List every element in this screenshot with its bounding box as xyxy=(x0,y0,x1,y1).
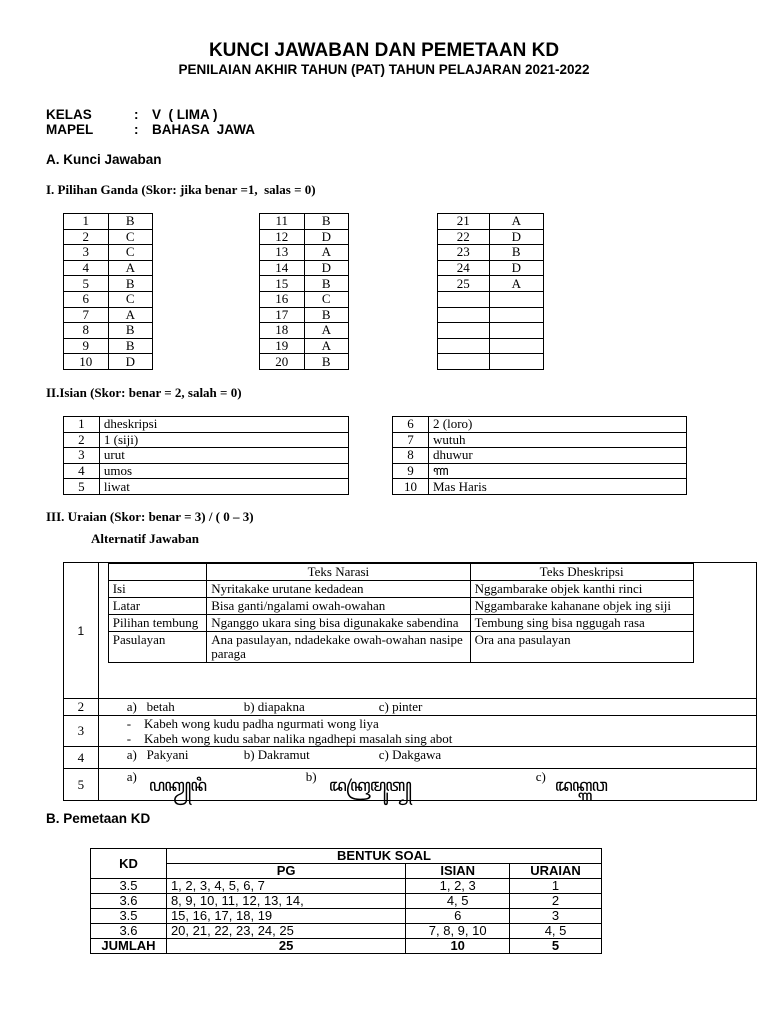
mapel-label: MAPEL xyxy=(46,122,94,137)
uraian-no-5: 5 xyxy=(64,769,99,801)
info-block xyxy=(46,107,256,137)
pg-answer: A xyxy=(304,338,348,354)
pg-number: 7 xyxy=(64,307,109,323)
uraian-header: URAIAN xyxy=(510,864,602,879)
pg-row xyxy=(260,354,349,370)
uraian-no-3: 3 xyxy=(64,716,99,747)
isian-row xyxy=(64,448,349,464)
isian-row xyxy=(393,463,687,479)
pg-row xyxy=(438,229,544,245)
pg-row xyxy=(64,338,153,354)
inner-cell: Nggambarake objek kanthi rinci xyxy=(470,581,693,598)
section-b-heading: B. Pemetaan KD xyxy=(46,811,151,826)
isian-answer: dhuwur xyxy=(429,448,687,464)
isian-answer: Mas Haris xyxy=(429,479,687,495)
uraian-subheading: Alternatif Jawaban xyxy=(91,531,199,546)
inner-cell: Bisa ganti/ngalami owah-owahan xyxy=(207,598,470,615)
mapel-value: BAHASA JAWA xyxy=(152,122,256,137)
q5-b-javanese: ꦢꦏꦿꦩꦸꦠ꧀ xyxy=(328,776,411,796)
kd-row xyxy=(91,924,602,939)
section-a-heading: A. Kunci Jawaban xyxy=(46,152,162,167)
q4-b: b) Dakramut xyxy=(243,747,310,762)
pg-answer: C xyxy=(108,229,152,245)
inner-row xyxy=(108,632,693,663)
isian-heading: II.Isian (Skor: benar = 2, salah = 0) xyxy=(46,385,242,400)
pg-number xyxy=(438,354,490,370)
isian-answer: urut xyxy=(99,448,348,464)
pg-row xyxy=(438,276,544,292)
pg-row xyxy=(438,338,544,354)
inner-header-row xyxy=(108,564,693,581)
pg-answer: A xyxy=(108,260,152,276)
isian-number: 4 xyxy=(64,463,100,479)
pg-row xyxy=(438,354,544,370)
pg-number: 19 xyxy=(260,338,305,354)
pg-answer xyxy=(489,323,543,339)
q5-c-javanese: ꦢꦏ꧀ꦒꦮ xyxy=(554,776,607,796)
isian-answer: wutuh xyxy=(429,432,687,448)
pg-answer: B xyxy=(304,307,348,323)
pg-row xyxy=(438,323,544,339)
kd-uraian: 4, 5 xyxy=(510,924,602,939)
pg-row xyxy=(64,229,153,245)
pg-row xyxy=(260,338,349,354)
isian-number: 9 xyxy=(393,463,429,479)
kd-uraian: 1 xyxy=(510,879,602,894)
kelas-label: KELAS xyxy=(46,107,92,122)
kd-row xyxy=(91,894,602,909)
pg-row xyxy=(438,214,544,230)
pg-answer xyxy=(489,307,543,323)
inner-row xyxy=(108,598,693,615)
uraian-heading: III. Uraian (Skor: benar = 3) / ( 0 – 3) xyxy=(46,509,254,524)
isian-answer: dheskripsi xyxy=(99,417,348,433)
pg-row xyxy=(260,276,349,292)
pg-number: 3 xyxy=(64,245,109,261)
kd-pg: 8, 9, 10, 11, 12, 13, 14, xyxy=(166,894,405,909)
pg-table-2 xyxy=(259,213,349,370)
kd-pg: 20, 21, 22, 23, 24, 25 xyxy=(166,924,405,939)
q5-a-javanese: ꦥꦏꦾꦤꦶ xyxy=(148,776,207,796)
pg-number: 1 xyxy=(64,214,109,230)
inner-cell: Pasulayan xyxy=(108,632,207,663)
inner-cell: Isi xyxy=(108,581,207,598)
isian-number: 10 xyxy=(393,479,429,495)
kd-pg: 15, 16, 17, 18, 19 xyxy=(166,909,405,924)
kd-uraian: 2 xyxy=(510,894,602,909)
pg-answer: B xyxy=(108,338,152,354)
isian-row xyxy=(64,463,349,479)
pg-answer xyxy=(489,291,543,307)
pg-answer: C xyxy=(304,291,348,307)
isian-number: 3 xyxy=(64,448,100,464)
kd-isian: 6 xyxy=(406,909,510,924)
inner-header xyxy=(108,564,207,581)
pg-number: 15 xyxy=(260,276,305,292)
pg-row xyxy=(438,245,544,261)
pg-row xyxy=(64,260,153,276)
isian-row xyxy=(64,417,349,433)
pg-number: 25 xyxy=(438,276,490,292)
jumlah-label: JUMLAH xyxy=(91,939,167,954)
pg-number: 8 xyxy=(64,323,109,339)
kd-isian: 7, 8, 9, 10 xyxy=(406,924,510,939)
pg-number: 9 xyxy=(64,338,109,354)
inner-cell: Pilihan tembung xyxy=(108,615,207,632)
kd-code: 3.5 xyxy=(91,879,167,894)
pg-answer: D xyxy=(489,229,543,245)
q3-line-1: - Kabeh wong kudu padha ngurmati wong liya xyxy=(126,716,379,731)
uraian-no-4: 4 xyxy=(64,747,99,769)
pg-row xyxy=(64,307,153,323)
inner-cell: Tembung sing bisa nggugah rasa xyxy=(470,615,693,632)
pg-answer: B xyxy=(108,214,152,230)
uraian-inner-table xyxy=(108,563,694,663)
pg-number: 2 xyxy=(64,229,109,245)
q2-b: b) diapakna xyxy=(243,699,305,714)
kd-code: 3.6 xyxy=(91,924,167,939)
pemetaan-kd-table xyxy=(90,848,602,954)
pg-number xyxy=(438,338,490,354)
isian-row xyxy=(64,432,349,448)
inner-header: Teks Narasi xyxy=(207,564,470,581)
pg-row xyxy=(260,307,349,323)
q4-a: a) Pakyani xyxy=(126,747,189,762)
inner-cell: Nganggo ukara sing bisa digunakake sabendina xyxy=(207,615,470,632)
q4-c: c) Dakgawa xyxy=(378,747,442,762)
isian-number: 7 xyxy=(393,432,429,448)
isian-answer: umos xyxy=(99,463,348,479)
isian-row xyxy=(393,417,687,433)
isian-header: ISIAN xyxy=(406,864,510,879)
kd-uraian: 3 xyxy=(510,909,602,924)
isian-number: 2 xyxy=(64,432,100,448)
inner-cell: Latar xyxy=(108,598,207,615)
pg-row xyxy=(260,214,349,230)
inner-cell: Ana pasulayan, ndadekake owah-owahan nasipe paraga xyxy=(207,632,470,663)
pg-answer: A xyxy=(304,323,348,339)
pg-number: 11 xyxy=(260,214,305,230)
pg-answer: B xyxy=(108,323,152,339)
pg-header: PG xyxy=(166,864,405,879)
pg-number xyxy=(438,307,490,323)
inner-cell: Nyritakake urutane kedadean xyxy=(207,581,470,598)
pg-answer: C xyxy=(108,291,152,307)
pg-answer: D xyxy=(304,260,348,276)
isian-answer: ꦟ xyxy=(429,463,687,479)
pg-answer: D xyxy=(489,260,543,276)
pg-number: 6 xyxy=(64,291,109,307)
pg-answer: D xyxy=(304,229,348,245)
pg-number: 4 xyxy=(64,260,109,276)
pg-answer xyxy=(489,354,543,370)
pg-answer xyxy=(489,338,543,354)
q2-a: a) betah xyxy=(126,699,175,714)
isian-number: 8 xyxy=(393,448,429,464)
pg-number: 21 xyxy=(438,214,490,230)
pg-row xyxy=(438,307,544,323)
pg-answer: B xyxy=(108,276,152,292)
pg-table-1 xyxy=(63,213,153,370)
isian-number: 5 xyxy=(64,479,100,495)
pg-number: 14 xyxy=(260,260,305,276)
uraian-table xyxy=(63,562,757,801)
pg-row xyxy=(64,276,153,292)
pg-row xyxy=(64,323,153,339)
isian-answer: 1 (siji) xyxy=(99,432,348,448)
inner-cell: Nggambarake kahanane objek ing siji xyxy=(470,598,693,615)
jumlah-pg: 25 xyxy=(166,939,405,954)
jumlah-isian: 10 xyxy=(406,939,510,954)
pg-number: 17 xyxy=(260,307,305,323)
pg-number xyxy=(438,323,490,339)
pg-row xyxy=(260,245,349,261)
isian-answer: 2 (loro) xyxy=(429,417,687,433)
kelas-colon: : xyxy=(134,107,139,122)
pg-number: 16 xyxy=(260,291,305,307)
pg-answer: B xyxy=(304,214,348,230)
pg-row xyxy=(438,291,544,307)
kd-code: 3.6 xyxy=(91,894,167,909)
inner-header: Teks Dheskripsi xyxy=(470,564,693,581)
uraian-no-1: 1 xyxy=(64,563,99,699)
pg-row xyxy=(260,260,349,276)
isian-number: 6 xyxy=(393,417,429,433)
pg-row xyxy=(260,323,349,339)
document-title: KUNCI JAWABAN DAN PEMETAAN KD xyxy=(208,40,560,61)
kd-header: KD xyxy=(91,849,167,879)
pg-answer: B xyxy=(304,354,348,370)
pg-answer: B xyxy=(489,245,543,261)
pg-number: 13 xyxy=(260,245,305,261)
pg-number: 22 xyxy=(438,229,490,245)
q5-a-label: a) xyxy=(126,769,137,784)
kd-code: 3.5 xyxy=(91,909,167,924)
pg-number xyxy=(438,291,490,307)
pg-row xyxy=(64,245,153,261)
isian-row xyxy=(64,479,349,495)
pg-number: 18 xyxy=(260,323,305,339)
pg-answer: A xyxy=(108,307,152,323)
pg-number: 23 xyxy=(438,245,490,261)
pg-row xyxy=(260,291,349,307)
pg-answer: C xyxy=(108,245,152,261)
isian-answer: liwat xyxy=(99,479,348,495)
pg-answer: D xyxy=(108,354,152,370)
pg-number: 5 xyxy=(64,276,109,292)
isian-row xyxy=(393,432,687,448)
pg-answer: A xyxy=(489,214,543,230)
q3-line-2: - Kabeh wong kudu sabar nalika ngadhepi masalah sing abot xyxy=(126,731,453,746)
pg-row xyxy=(64,291,153,307)
pg-answer: B xyxy=(304,276,348,292)
pg-answer: A xyxy=(489,276,543,292)
isian-row xyxy=(393,479,687,495)
document-subtitle: PENILAIAN AKHIR TAHUN (PAT) TAHUN PELAJARAN 2021-2022 xyxy=(178,62,590,77)
pilihan-ganda-heading: I. Pilihan Ganda (Skor: jika benar =1, salas = 0) xyxy=(46,182,316,197)
kd-isian: 1, 2, 3 xyxy=(406,879,510,894)
kd-pg: 1, 2, 3, 4, 5, 6, 7 xyxy=(166,879,405,894)
pg-number: 12 xyxy=(260,229,305,245)
bentuk-soal-header: BENTUK SOAL xyxy=(166,849,601,864)
pg-row xyxy=(260,229,349,245)
isian-table-left xyxy=(63,416,349,495)
pg-row xyxy=(64,354,153,370)
inner-cell: Ora ana pasulayan xyxy=(470,632,693,663)
q2-c: c) pinter xyxy=(378,699,423,714)
jumlah-uraian: 5 xyxy=(510,939,602,954)
mapel-colon: : xyxy=(134,122,139,137)
uraian-no-2: 2 xyxy=(64,699,99,716)
pg-number: 24 xyxy=(438,260,490,276)
pg-table-3 xyxy=(437,213,544,370)
pg-row xyxy=(438,260,544,276)
q5-b-label: b) xyxy=(305,769,317,784)
isian-table-right xyxy=(392,416,687,495)
kd-isian: 4, 5 xyxy=(406,894,510,909)
kelas-value: V ( LIMA ) xyxy=(152,107,218,122)
kd-row xyxy=(91,909,602,924)
inner-row xyxy=(108,615,693,632)
q5-c-label: c) xyxy=(535,769,546,784)
pg-answer: A xyxy=(304,245,348,261)
pg-number: 20 xyxy=(260,354,305,370)
pg-number: 10 xyxy=(64,354,109,370)
pg-row xyxy=(64,214,153,230)
isian-number: 1 xyxy=(64,417,100,433)
inner-row xyxy=(108,581,693,598)
kd-row xyxy=(91,879,602,894)
isian-row xyxy=(393,448,687,464)
